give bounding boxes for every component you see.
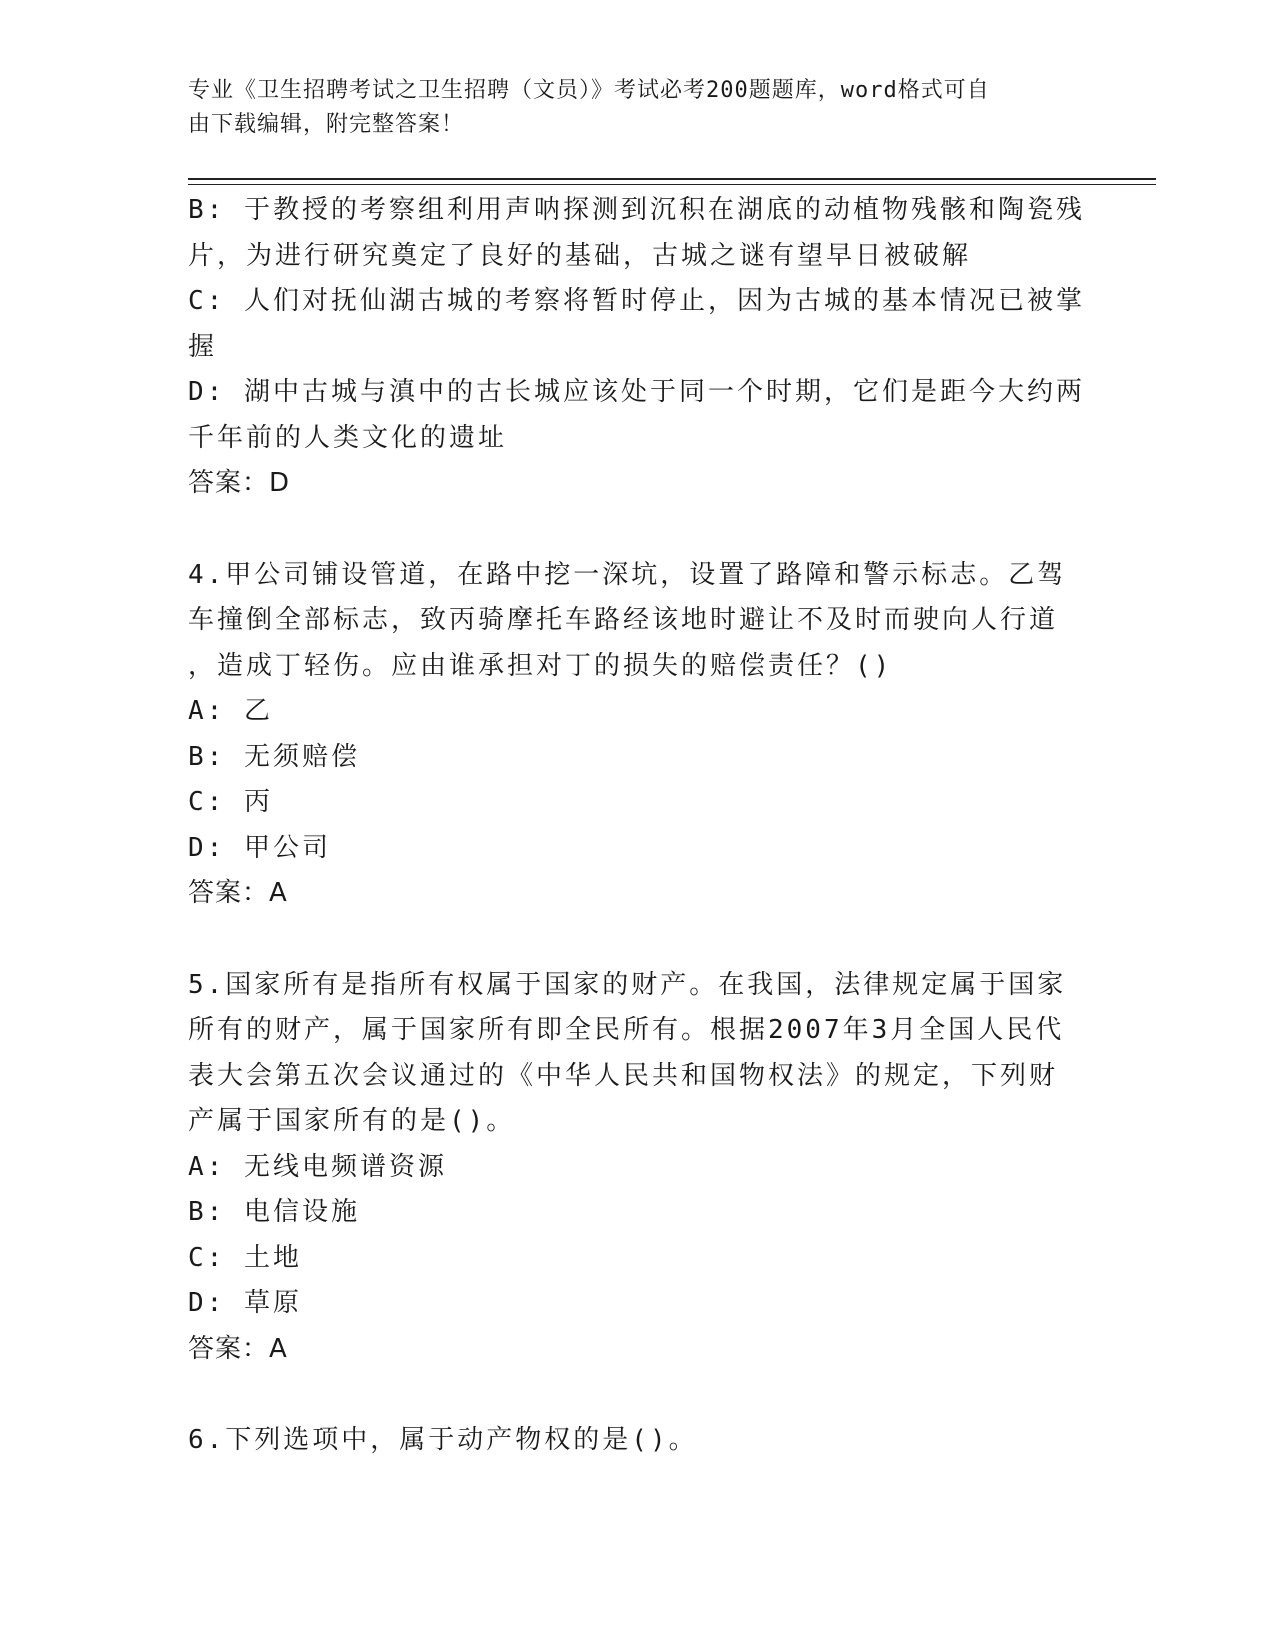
header-divider-thick xyxy=(188,178,1156,180)
question-6 xyxy=(188,1418,1068,1464)
question-3-continued xyxy=(188,188,1085,507)
spacer xyxy=(188,917,1068,963)
q4-stem-line-2: 车撞倒全部标志，致丙骑摩托车路经该地时避让不及时而驶向人行道 xyxy=(188,605,1059,635)
document-header xyxy=(188,74,1068,142)
q3-option-b-line-1: B: 于教授的考察组利用声呐探测到沉积在湖底的动植物残骸和陶瓷残 xyxy=(188,195,1085,225)
q4-option-a: A: 乙 xyxy=(188,696,273,726)
q5-option-c: C: 土地 xyxy=(188,1242,302,1273)
q5-answer: 答案：A xyxy=(188,1333,288,1364)
header-title-line-2: 由下载编辑，附完整答案！ xyxy=(188,112,465,137)
question-5 xyxy=(188,963,1068,1373)
spacer xyxy=(188,507,1068,553)
q4-stem-line-1: 4.甲公司铺设管道，在路中挖一深坑，设置了路障和警示标志。乙驾 xyxy=(188,559,1067,590)
q3-option-c-line-2: 握 xyxy=(188,331,218,362)
q3-option-b-line-2: 片，为进行研究奠定了良好的基础，古城之谜有望早日被破解 xyxy=(188,240,972,271)
q4-option-b: B: 无须赔偿 xyxy=(188,741,360,772)
question-4 xyxy=(188,553,1068,917)
q5-option-d: D: 草原 xyxy=(188,1288,302,1318)
q4-answer: 答案：A xyxy=(188,878,288,908)
q4-option-c: C: 丙 xyxy=(188,787,273,817)
q5-stem-line-1: 5.国家所有是指所有权属于国家的财产。在我国，法律规定属于国家 xyxy=(188,969,1067,1000)
q5-stem-line-3: 表大会第五次会议通过的《中华人民共和国物权法》的规定，下列财 xyxy=(188,1060,1059,1091)
q3-answer: 答案：D xyxy=(188,468,291,498)
q5-option-a: A: 无线电频谱资源 xyxy=(188,1151,447,1182)
q3-option-d-line-1: D: 湖中古城与滇中的古长城应该处于同一个时期，它们是距今大约两 xyxy=(188,377,1085,407)
q4-option-d: D: 甲公司 xyxy=(188,832,331,863)
spacer xyxy=(188,1372,1068,1418)
question-content xyxy=(188,188,1085,1464)
header-title-line-1: 专业《卫生招聘考试之卫生招聘（文员）》考试必考200题题库，word格式可自 xyxy=(188,78,990,103)
q3-option-c-line-1: C: 人们对抚仙湖古城的考察将暂时停止，因为古城的基本情况已被掌 xyxy=(188,286,1085,316)
q5-stem-line-4: 产属于国家所有的是()。 xyxy=(188,1106,516,1136)
header-divider-thin xyxy=(188,184,1156,185)
q3-option-d-line-2: 千年前的人类文化的遗址 xyxy=(188,422,508,453)
q5-option-b: B: 电信设施 xyxy=(188,1197,360,1227)
q5-stem-line-2: 所有的财产，属于国家所有即全民所有。根据2007年3月全国人民代 xyxy=(188,1015,1065,1045)
q4-stem-line-3: ，造成丁轻伤。应由谁承担对丁的损失的赔偿责任？() xyxy=(188,650,893,681)
q6-stem-line-1: 6.下列选项中，属于动产物权的是()。 xyxy=(188,1425,698,1455)
